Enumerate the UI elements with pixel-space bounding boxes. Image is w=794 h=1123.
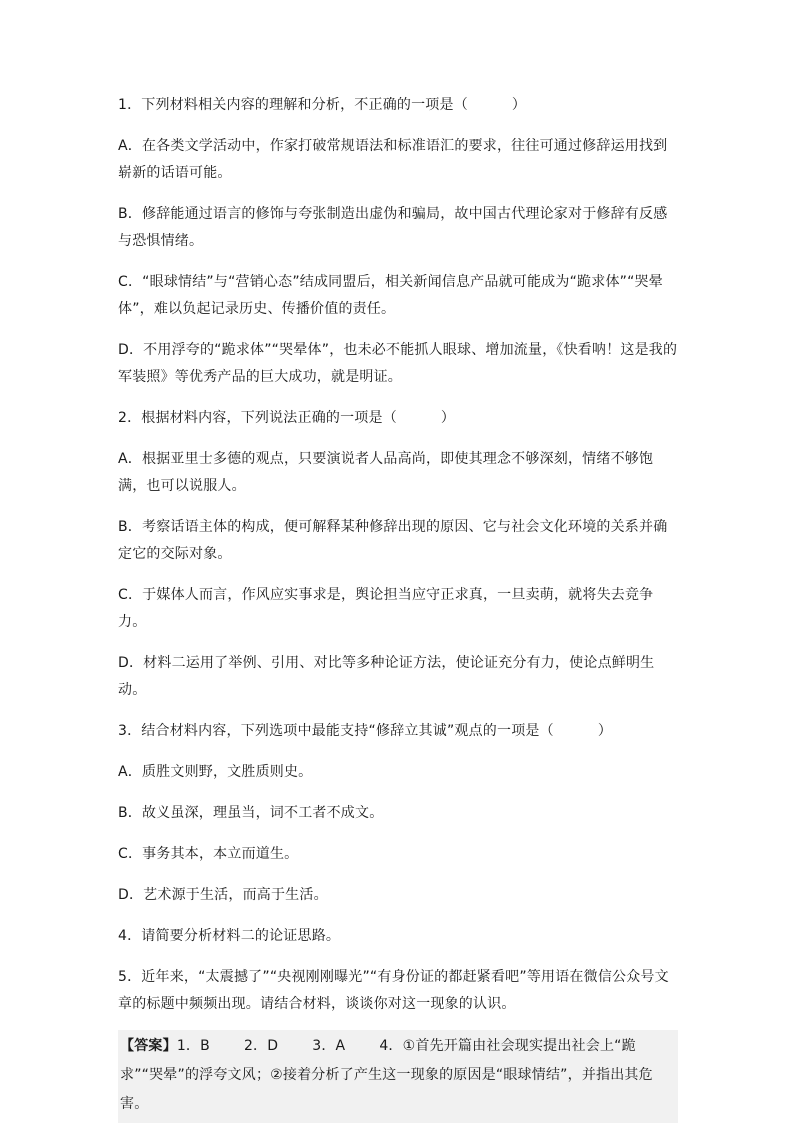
question-2-option-a: A．根据亚里士多德的观点，只要演说者人品高尚，即使其理念不够深刻，情绪不够饱满，也可以说服人。: [118, 451, 654, 494]
question-1-option-d: D．不用浮夸的“跪求体”“哭晕体”，也未必不能抓人眼球、增加流量，《快看呐！这是我的军装照》等优秀产品的巨大成功，就是明证。: [118, 342, 678, 385]
question-2-option-c: C．于媒体人而言，作风应实事求是，舆论担当应守正求真，一旦卖萌，就将失去竞争力。: [118, 587, 654, 630]
question-2-stem: 2．根据材料内容，下列说法正确的一项是（ ）: [118, 410, 456, 426]
question-1-option-b: B．修辞能通过语言的修饰与夸张制造出虚伪和骗局，故中国古代理论家对于修辞有反感与恐惧情绪。: [118, 206, 668, 249]
question-2-option-b: B．考察话语主体的构成，便可解释某种修辞出现的原因、它与社会文化环境的关系并确定它的交际对象。: [118, 519, 668, 562]
answer-1: 1．B: [176, 1038, 210, 1054]
question-1-option-a: A．在各类文学活动中，作家打破常规语法和标准语汇的要求，往往可通过修辞运用找到崭新的话语可能。: [118, 138, 668, 181]
question-3-option-b: B．故义虽深，理虽当，词不工者不成文。: [118, 805, 384, 821]
question-4-stem: 4．请简要分析材料二的论证思路。: [118, 928, 341, 944]
question-2-option-d: D．材料二运用了举例、引用、对比等多种论证方法，使论证充分有力，使论点鲜明生动。: [118, 655, 655, 698]
question-1-stem: 1．下列材料相关内容的理解和分析，不正确的一项是（ ）: [118, 97, 527, 113]
answer-label: 【答案】: [120, 1038, 177, 1054]
answer-3: 3．A: [312, 1038, 346, 1054]
question-1-option-c: C．“眼球情结”与“营销心态”结成同盟后，相关新闻信息产品就可能成为“跪求体”“哭晕体”，难以负起记录历史、传播价值的责任。: [118, 274, 663, 317]
question-5-stem: 5．近年来，“太震撼了”“央视刚刚曝光”“有身份证的都赶紧看吧”等用语在微信公众号文章的标题中频频出现。请结合材料，谈谈你对这一现象的认识。: [118, 969, 669, 1012]
question-3-option-c: C．事务其本，本立而道生。: [118, 846, 299, 862]
question-3-option-a: A．质胜文则野，文胜质则史。: [118, 764, 313, 780]
answer-2: 2．D: [243, 1038, 279, 1054]
question-3-stem: 3．结合材料内容，下列选项中最能支持“修辞立其诚”观点的一项是（ ）: [118, 723, 613, 739]
question-3-option-d: D．艺术源于生活，而高于生活。: [118, 887, 328, 903]
answer-block: [118, 1030, 678, 1123]
question-content: [118, 92, 678, 1123]
answer-4: 4．①首先开篇由社会现实提出社会上“跪求”“哭晕”的浮夸文风；②接着分析了产生这一现象的原因是“眼球情结”，并指出其危害。: [120, 1038, 653, 1112]
